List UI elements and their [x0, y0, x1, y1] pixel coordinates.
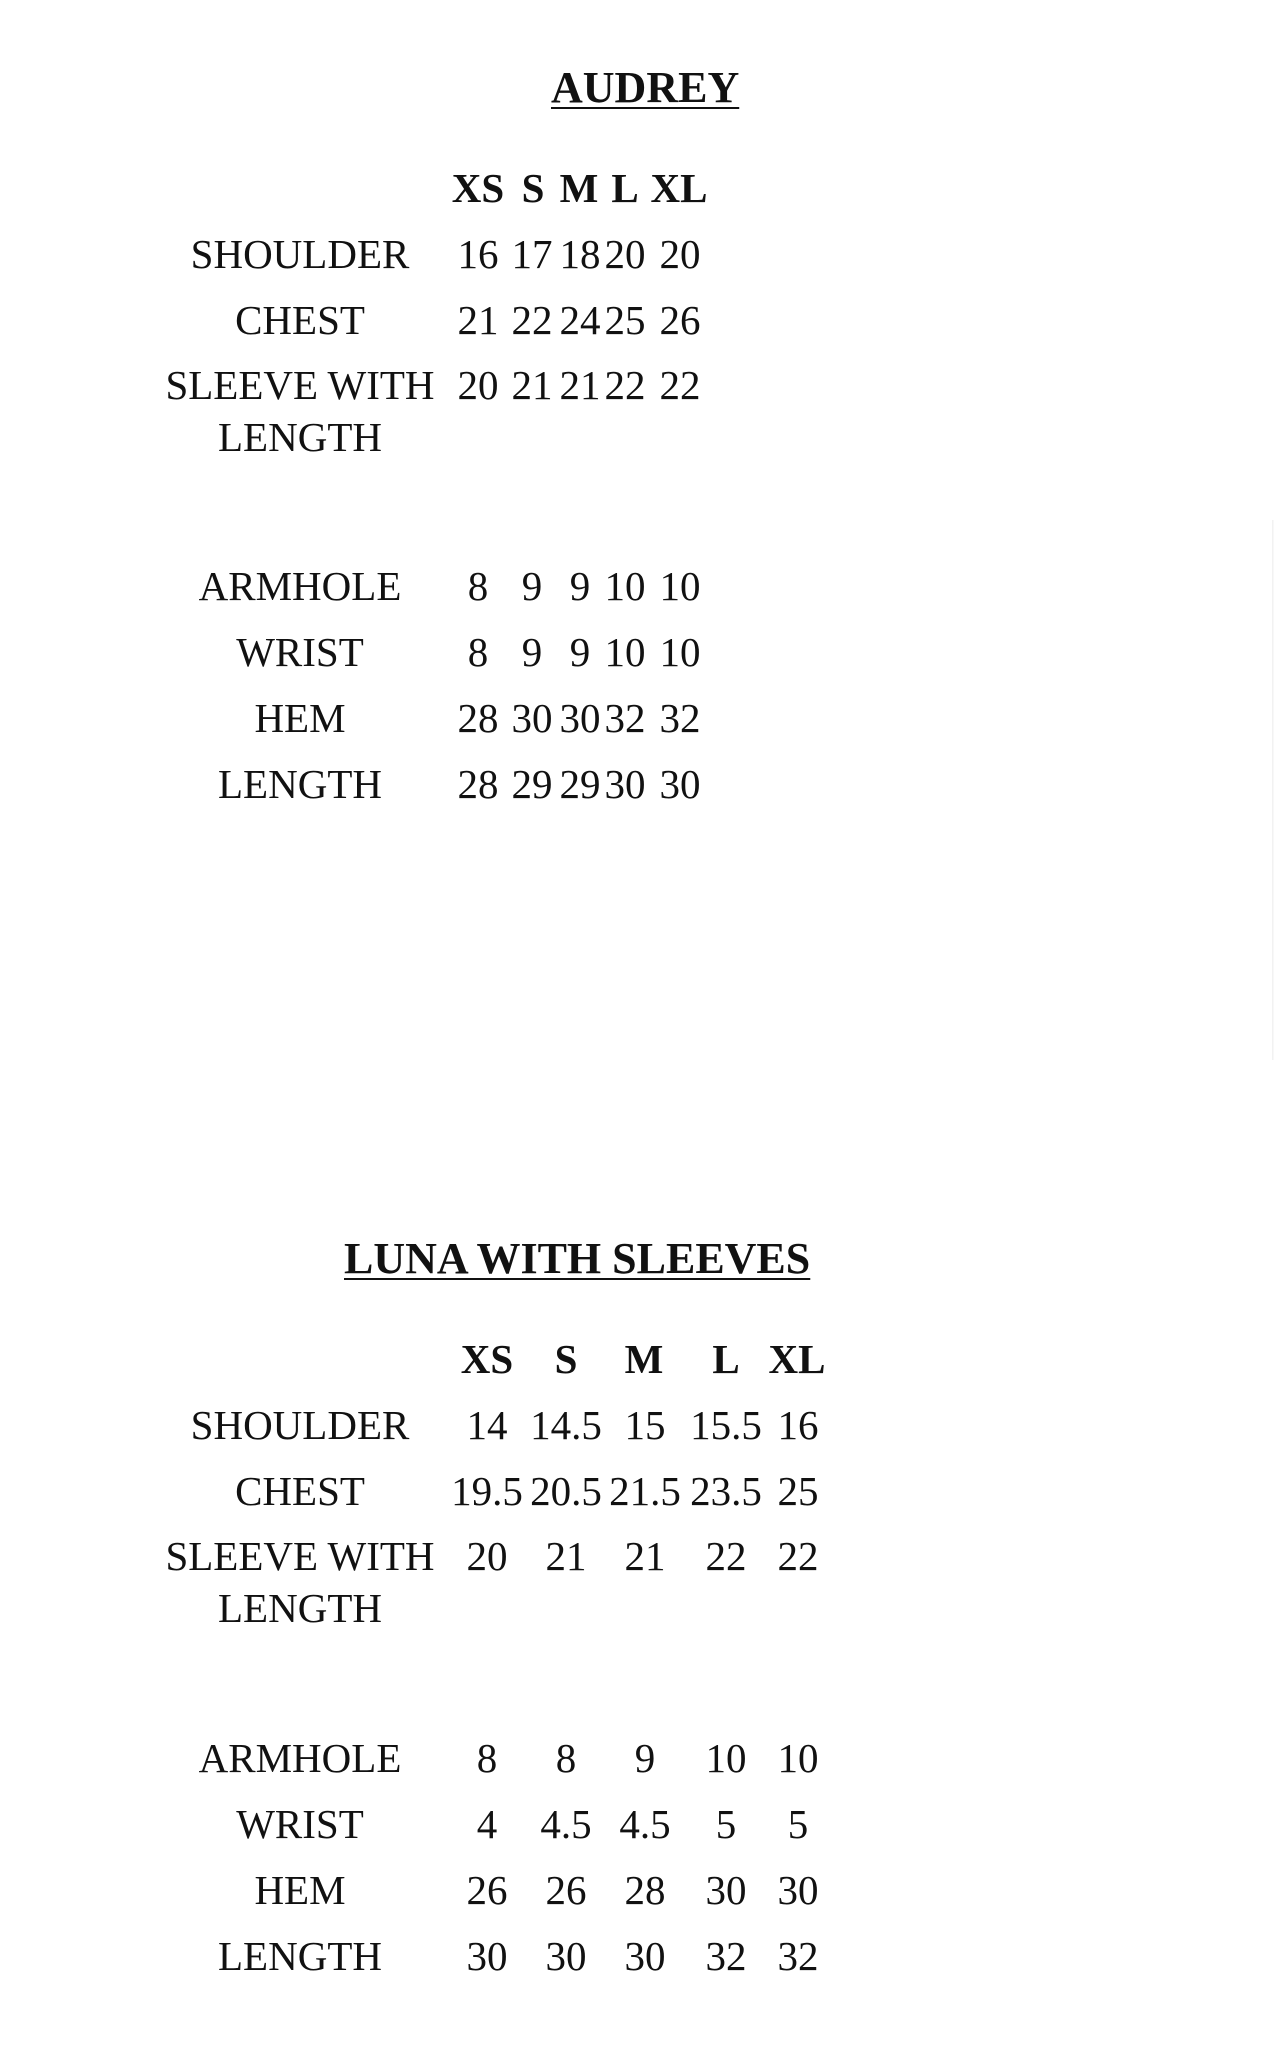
table-cell: 28: [457, 761, 499, 807]
table-cell: 9: [569, 629, 591, 675]
table-cell: 22: [511, 297, 553, 343]
size-header-xs: XS: [451, 165, 505, 211]
table-cell: 8: [476, 1735, 498, 1781]
table-cell: 4: [476, 1801, 498, 1847]
table-cell: 10: [659, 629, 701, 675]
measure-label-hem: HEM: [254, 695, 346, 741]
table-cell: 21: [624, 1533, 666, 1579]
table-cell: 9: [521, 629, 543, 675]
table-cell: 9: [634, 1735, 656, 1781]
measure-label-sleeve: SLEEVE WITH: [165, 362, 435, 408]
table-cell: 30: [777, 1867, 819, 1913]
table-cell: 15.5: [690, 1402, 762, 1448]
table-cell: 30: [659, 761, 701, 807]
measure-label-chest: CHEST: [235, 297, 365, 343]
table-cell: 32: [659, 695, 701, 741]
table-cell: 10: [604, 629, 646, 675]
size-header-l: L: [712, 1336, 740, 1382]
table-cell: 15: [624, 1402, 666, 1448]
chart-title: LUNA WITH SLEEVES: [344, 1234, 811, 1283]
table-cell: 28: [457, 695, 499, 741]
measure-label-shoulder: SHOULDER: [190, 1402, 410, 1448]
table-cell: 18: [559, 231, 601, 277]
table-cell: 29: [559, 761, 601, 807]
measure-label-hem: HEM: [254, 1867, 346, 1913]
table-cell: 20.5: [530, 1468, 602, 1514]
table-cell: 23.5: [690, 1468, 762, 1514]
table-cell: 8: [467, 563, 489, 609]
table-cell: 20: [659, 231, 701, 277]
measure-label-chest: CHEST: [235, 1468, 365, 1514]
size-header-xl: XL: [768, 1336, 826, 1382]
table-cell: 30: [604, 761, 646, 807]
table-cell: 21: [545, 1533, 587, 1579]
size-header-m: M: [559, 165, 599, 211]
table-cell: 20: [604, 231, 646, 277]
measure-label-wrist: WRIST: [236, 1801, 364, 1847]
table-cell: 30: [559, 695, 601, 741]
measure-label-length: LENGTH: [218, 1933, 382, 1979]
table-cell: 30: [466, 1933, 508, 1979]
table-cell: 30: [511, 695, 553, 741]
table-cell: 32: [777, 1933, 819, 1979]
measure-label-shoulder: SHOULDER: [190, 231, 410, 277]
size-header-m: M: [624, 1336, 664, 1382]
table-cell: 25: [604, 297, 646, 343]
table-cell: 16: [457, 231, 499, 277]
table-cell: 9: [569, 563, 591, 609]
table-cell: 4.5: [540, 1801, 592, 1847]
table-cell: 21: [457, 297, 499, 343]
measure-label-armhole: ARMHOLE: [198, 563, 402, 609]
measure-label-length: LENGTH: [218, 761, 382, 807]
table-cell: 9: [521, 563, 543, 609]
table-cell: 30: [545, 1933, 587, 1979]
table-cell: 5: [715, 1801, 737, 1847]
chart-title: AUDREY: [551, 63, 740, 112]
table-cell: 14.5: [530, 1402, 602, 1448]
table-cell: 10: [604, 563, 646, 609]
table-cell: 25: [777, 1468, 819, 1514]
table-cell: 10: [705, 1735, 747, 1781]
table-cell: 32: [604, 695, 646, 741]
table-cell: 32: [705, 1933, 747, 1979]
table-cell: 4.5: [619, 1801, 671, 1847]
table-cell: 24: [559, 297, 601, 343]
measure-label-armhole: ARMHOLE: [198, 1735, 402, 1781]
table-cell: 21.5: [609, 1468, 681, 1514]
measure-label-wrist: WRIST: [236, 629, 364, 675]
table-cell: 19.5: [451, 1468, 523, 1514]
table-cell: 20: [457, 362, 499, 408]
table-cell: 30: [624, 1933, 666, 1979]
size-header-xl: XL: [650, 165, 708, 211]
table-cell: 26: [659, 297, 701, 343]
table-cell: 10: [777, 1735, 819, 1781]
table-cell: 22: [705, 1533, 747, 1579]
table-cell: 14: [466, 1402, 508, 1448]
table-cell: 28: [624, 1867, 666, 1913]
table-cell: 26: [545, 1867, 587, 1913]
table-cell: 17: [511, 231, 553, 277]
size-header-s: S: [554, 1336, 578, 1382]
table-cell: 5: [787, 1801, 809, 1847]
table-cell: 26: [466, 1867, 508, 1913]
table-cell: 22: [659, 362, 701, 408]
table-cell: 10: [659, 563, 701, 609]
table-cell: 8: [555, 1735, 577, 1781]
table-cell: 29: [511, 761, 553, 807]
table-cell: 8: [467, 629, 489, 675]
page-edge-shadow: [1272, 520, 1274, 1060]
size-header-l: L: [611, 165, 639, 211]
table-cell: 20: [466, 1533, 508, 1579]
table-cell: 22: [604, 362, 646, 408]
table-cell: 22: [777, 1533, 819, 1579]
size-header-xs: XS: [460, 1336, 514, 1382]
table-cell: 21: [559, 362, 601, 408]
table-cell: 16: [777, 1402, 819, 1448]
measure-label-sleeve-line2: LENGTH: [218, 1585, 382, 1631]
measure-label-sleeve: SLEEVE WITH: [165, 1533, 435, 1579]
size-header-s: S: [521, 165, 545, 211]
table-cell: 30: [705, 1867, 747, 1913]
measure-label-sleeve-line2: LENGTH: [218, 414, 382, 460]
table-cell: 21: [511, 362, 553, 408]
